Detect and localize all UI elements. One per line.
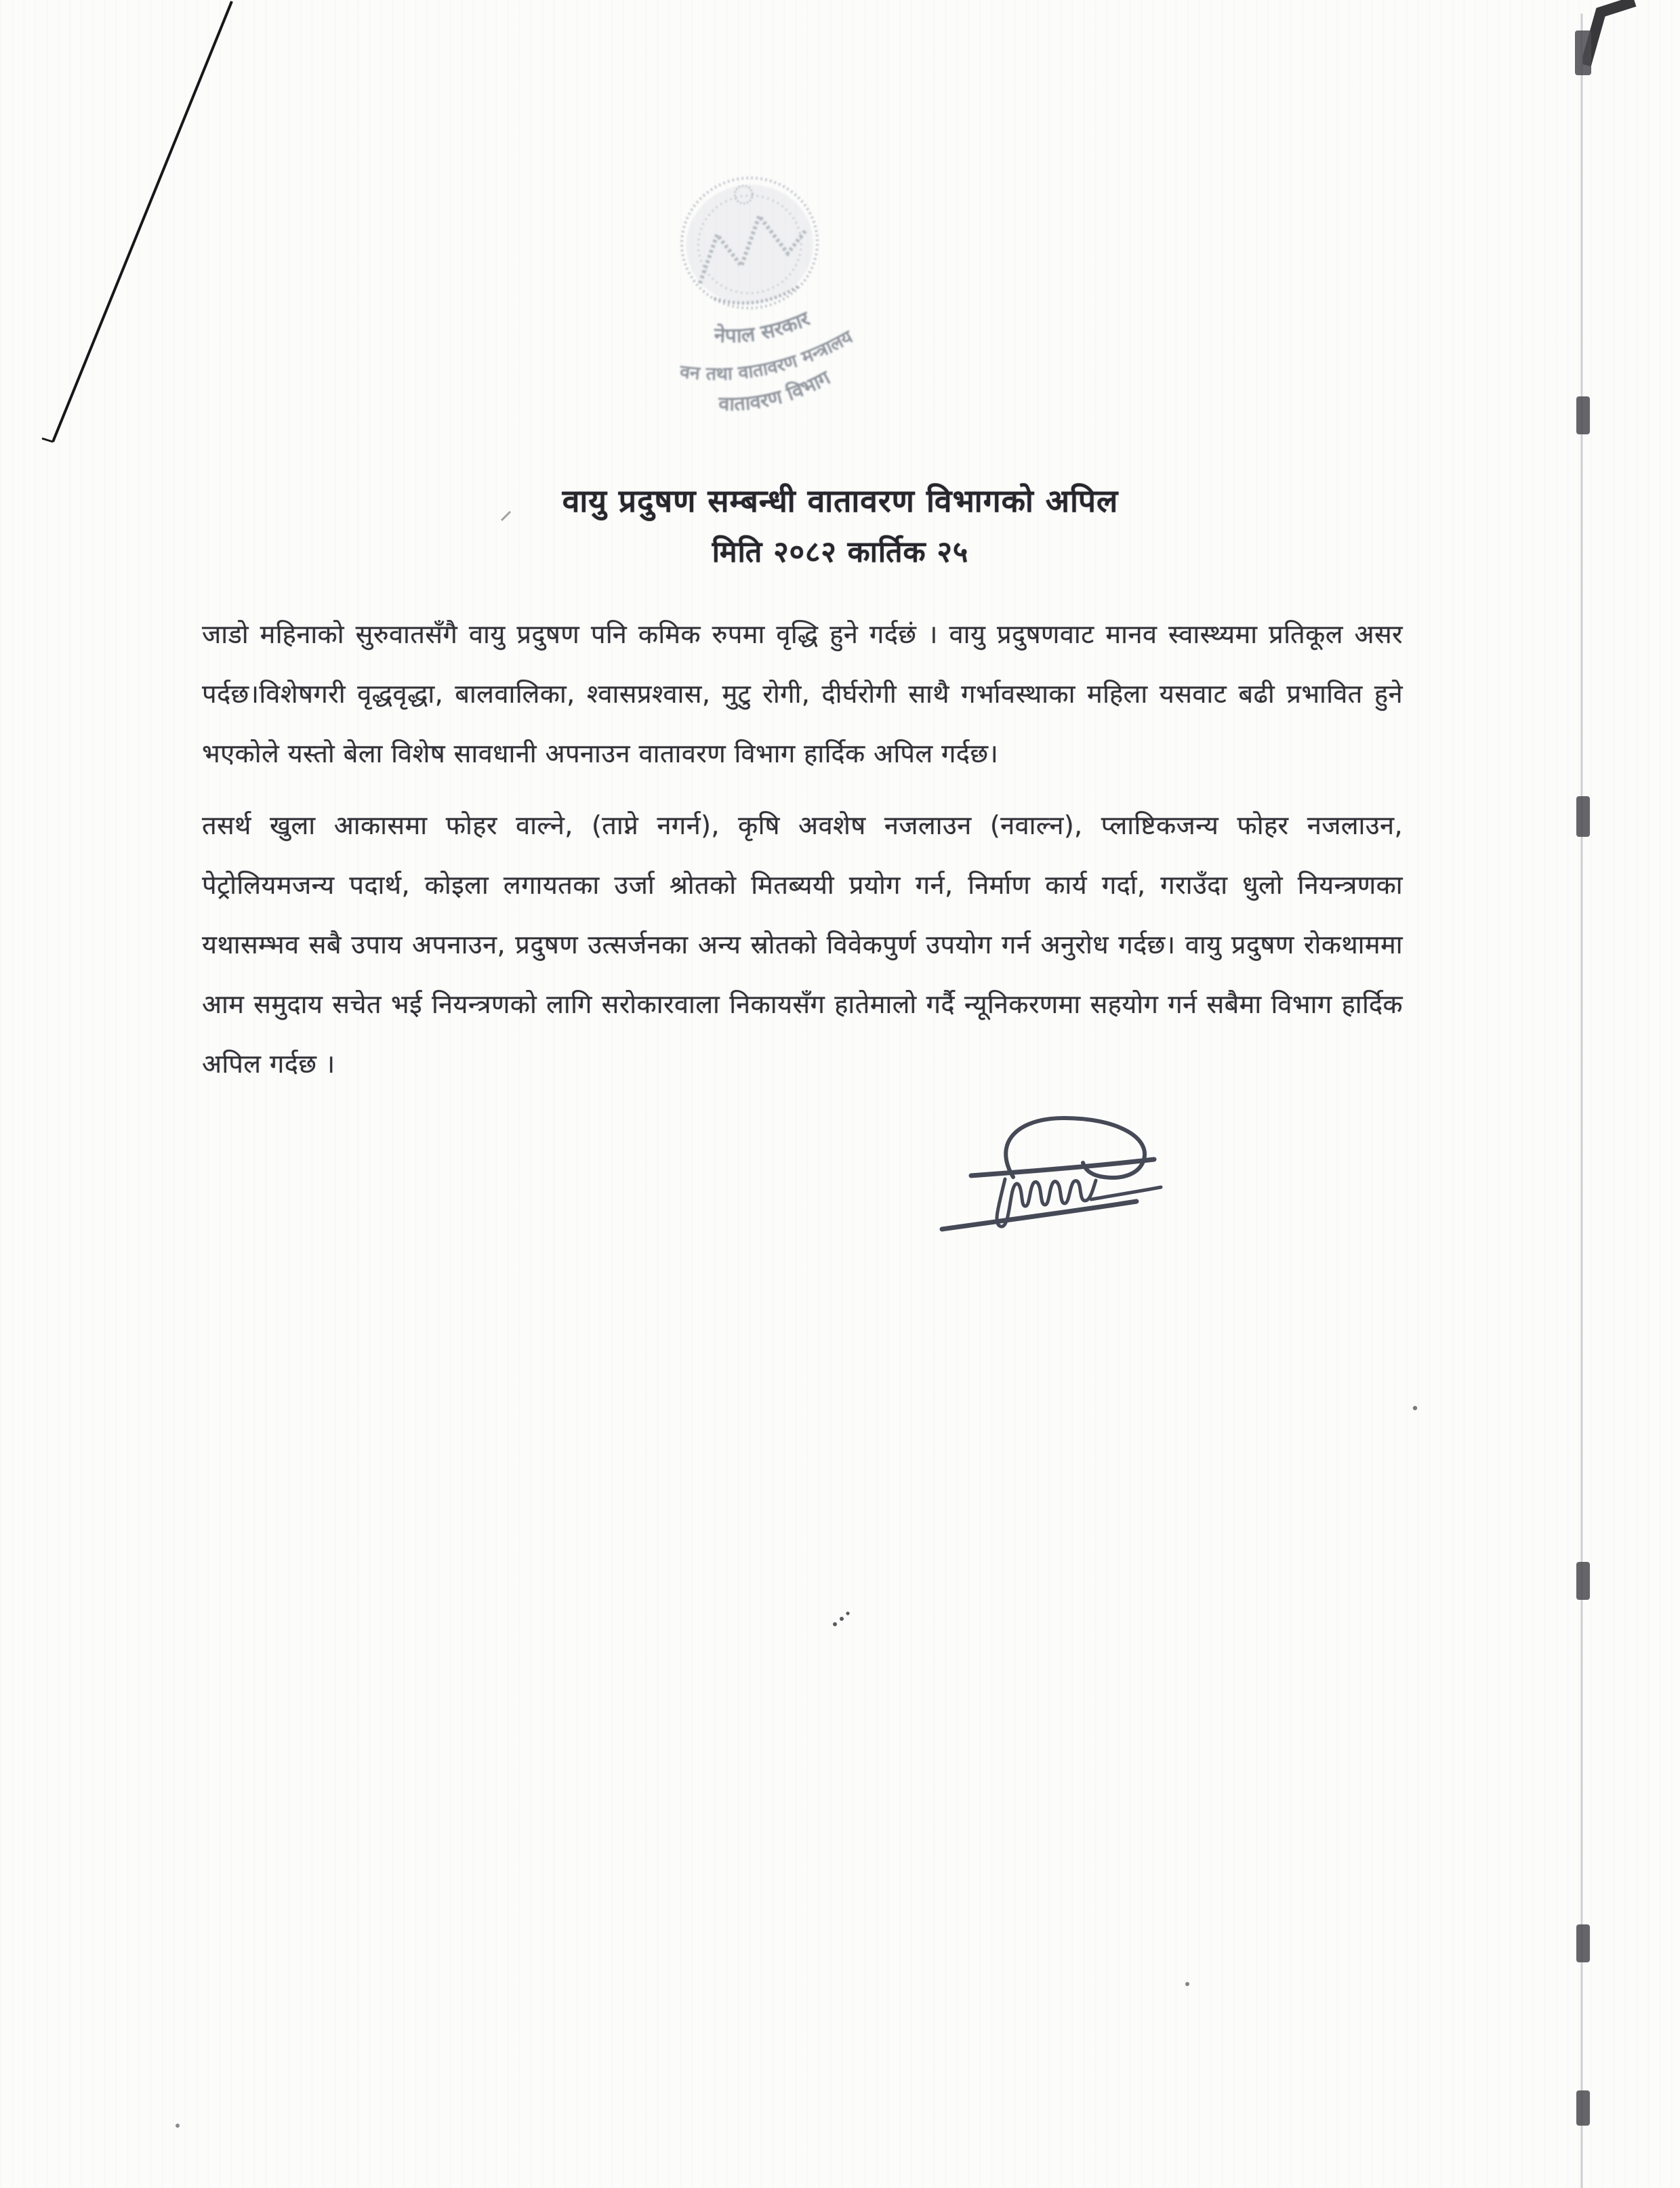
scan-fold-tick-icon xyxy=(42,438,53,442)
seal-text-line1 xyxy=(710,306,816,352)
government-seal xyxy=(607,154,908,436)
seal-text-line3-path: वातावरण विभाग xyxy=(718,365,834,415)
edge-mark-2 xyxy=(1576,396,1590,434)
speck-1c xyxy=(846,1611,849,1615)
signature-graphic xyxy=(925,1113,1216,1245)
speck-1b xyxy=(840,1617,844,1621)
scan-fold-line-icon xyxy=(53,1,232,442)
letter-header xyxy=(339,474,1342,577)
edge-mark-5 xyxy=(1576,1924,1590,1962)
paragraph-2: तसर्थ खुला आकासमा फोहर वाल्ने, (ताप्ने नगर्न), कृषि अवशेष नजलाउन (नवाल्न), प्लाष्टिकजन्य फोहर नजलाउन, पेट्रोलियमजन्य पदार्थ, कोइला लगायतका उर्जा श्रोतको मितब्ययी प्रयोग गर्न, निर्माण कार्य गर्दा, गराउँदा धुलो नियन्त्रणका यथासम्भव सबै उपाय अपनाउन, प्रदुषण उत्सर्जनका अन्य स्रोतको विवेकपुर्ण उपयोग गर्न अनुरोध गर्दछ। वायु प्रदुषण रोकथाममा आम समुदाय सचेत भई नियन्त्रणको लागि सरोकारवाला निकायसँग हातेमालो गर्दै न्यूनिकरणमा सहयोग गर्न सबैमा विभाग हार्दिक अपिल गर्दछ । xyxy=(202,810,1403,1079)
signature-underline-2 xyxy=(1091,1187,1161,1199)
seal-graphic xyxy=(607,154,908,436)
signature xyxy=(925,1113,1216,1245)
edge-mark-3 xyxy=(1576,796,1590,837)
edge-mark-6 xyxy=(1576,2090,1590,2126)
speck-3 xyxy=(1185,1982,1189,1986)
signature-underline xyxy=(942,1201,1136,1229)
scan-edge-marks xyxy=(1575,30,1591,2126)
speck-2 xyxy=(1413,1406,1417,1410)
seal-text-line2-path: वन तथा वातावरण मन्त्रालय xyxy=(678,326,857,385)
speck-4 xyxy=(176,2124,180,2128)
letter-title: वायु प्रदुषण सम्बन्धी वातावरण विभागको अपिल xyxy=(562,482,1119,519)
scan-corner-mark-icon xyxy=(1586,1,1635,65)
speck-1a xyxy=(833,1622,837,1626)
seal-text-line1-path: नेपाल सरकार xyxy=(713,306,814,348)
edge-mark-1 xyxy=(1575,30,1591,75)
paragraph-1: जाडो महिनाको सुरुवातसँगै वायु प्रदुषण पनि कमिक रुपमा वृद्धि हुने गर्दछं । वायु प्रदुषणवाट मानव स्वास्थ्यमा प्रतिकूल असर पर्दछ।विशेषगरी वृद्धवृद्धा, बालवालिका, श्वासप्रश्वास, मुटु रोगी, दीर्घरोगी साथै गर्भावस्थाका महिला यसवाट बढी प्रभावित हुने भएकोले यस्तो बेला विशेष सावधानी अपनाउन वातावरण विभाग हार्दिक अपिल गर्दछ। xyxy=(202,619,1403,768)
letter-body xyxy=(202,604,1403,1106)
seal-emblem-icon xyxy=(674,170,825,316)
signature-cross-stroke xyxy=(971,1159,1154,1176)
edge-mark-4 xyxy=(1576,1562,1590,1600)
letter-date: मिति २०८२ कार्तिक २५ xyxy=(712,535,969,569)
